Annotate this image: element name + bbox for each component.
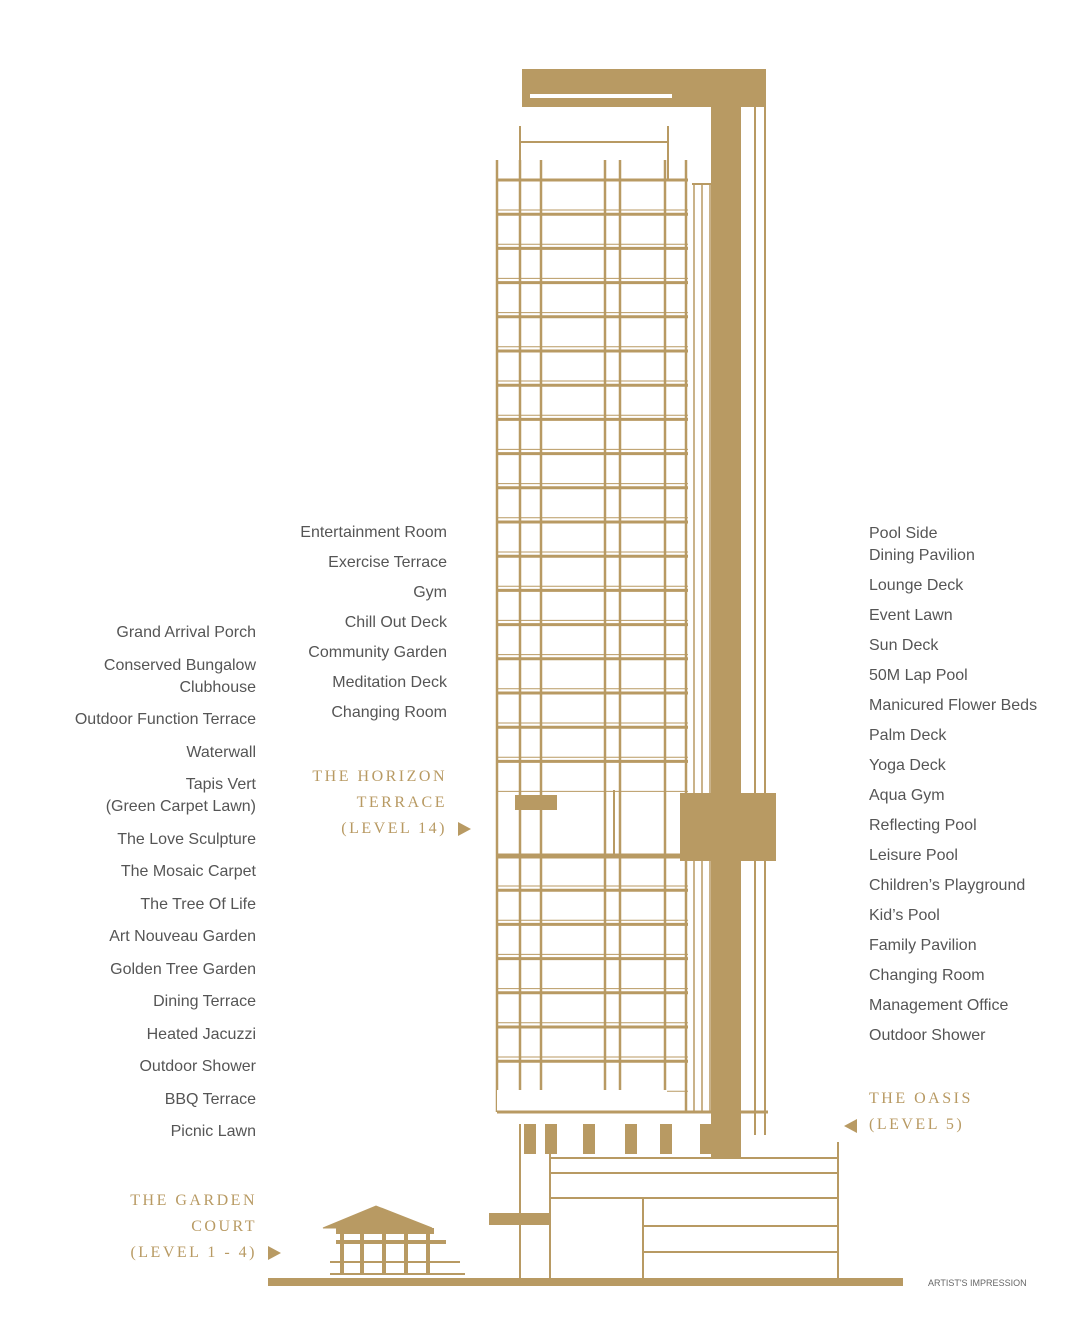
oasis-pointer-icon [844,1119,857,1133]
amenity-item: Gym [413,584,447,601]
artists-impression-caption: ARTIST'S IMPRESSION [928,1278,1027,1288]
bungalow-roof [323,1206,432,1228]
crown-highlight [530,94,672,98]
amenity-item: The Love Sculpture [117,830,256,848]
podium-pillar [660,1124,672,1154]
amenity-item: Picnic Lawn [170,1123,256,1140]
amenity-item: Yoga Deck [869,757,946,774]
amenity-item: Community Garden [308,644,447,661]
amenity-item: Event Lawn [869,607,953,624]
horizon-terrace-title: THE HORIZON TERRACE (LEVEL 14) [312,768,447,837]
garden-court-amenities-list [75,622,256,1154]
bungalow-eave [336,1228,434,1234]
amenity-item: Chill Out Deck [344,614,447,631]
bungalow-post [382,1234,386,1274]
bungalow-post [426,1234,430,1274]
amenity-item: Heated Jacuzzi [146,1025,256,1043]
amenity-item: Aqua Gym [869,787,945,804]
amenity-item: Management Office [869,997,1009,1014]
ground-line [268,1278,903,1286]
amenity-item: Leisure Pool [869,847,958,864]
amenity-item: Outdoor Shower [869,1027,986,1044]
podium-pillar [583,1124,595,1154]
tower-core [711,69,741,1159]
podium-beam [489,1213,551,1225]
amenity-item: Sun Deck [869,637,939,654]
oasis-title: THE OASIS (LEVEL 5) [869,1090,973,1133]
amenity-item: Pool Side Dining Pavilion [869,525,975,564]
bungalow-post [340,1234,344,1274]
amenity-item: Palm Deck [869,727,947,744]
amenity-item: Outdoor Shower [139,1058,256,1075]
amenity-item: Family Pavilion [869,937,977,954]
podium-pillar [625,1124,637,1154]
amenity-item: Exercise Terrace [328,554,447,571]
podium-cap [497,1090,667,1114]
amenity-item: Dining Terrace [153,993,256,1010]
amenity-item: 50M Lap Pool [869,667,968,684]
garden-court-title: THE GARDEN COURT (LEVEL 1 - 4) [130,1192,257,1261]
amenity-item: Lounge Deck [869,577,964,594]
amenity-item: Outdoor Function Terrace [74,711,256,728]
amenity-item: Tapis Vert (Green Carpet Lawn) [105,776,256,815]
horizon-terrace-amenities-list [300,522,447,732]
oasis-amenities-list [869,523,1037,1055]
amenity-item: BBQ Terrace [164,1090,256,1108]
amenity-item: Art Nouveau Garden [109,928,256,945]
amenity-item: Entertainment Room [300,524,447,541]
sky-terrace-planter [515,795,557,810]
amenity-item: Children’s Playground [869,877,1026,894]
sky-terrace-block [680,793,776,861]
bungalow-post [404,1234,408,1274]
amenity-item: The Tree Of Life [140,895,256,913]
garden-court-pointer-icon [268,1246,281,1260]
amenity-item: The Mosaic Carpet [120,863,256,880]
amenity-item: Changing Room [869,967,985,984]
bungalow-post [360,1234,364,1274]
amenity-item: Grand Arrival Porch [116,624,256,641]
podium-pillar [524,1124,536,1154]
horizon-terrace-pointer-icon [458,822,471,836]
amenity-item: Changing Room [331,704,447,721]
amenity-item: Manicured Flower Beds [869,697,1038,714]
amenity-item: Reflecting Pool [869,817,977,834]
amenity-item: Golden Tree Garden [110,960,256,978]
podium-pillar [700,1124,712,1154]
amenity-item: Waterwall [186,743,256,761]
amenity-item: Conserved Bungalow Clubhouse [103,656,256,696]
amenity-item: Kid’s Pool [869,907,940,924]
amenity-item: Meditation Deck [332,674,447,691]
